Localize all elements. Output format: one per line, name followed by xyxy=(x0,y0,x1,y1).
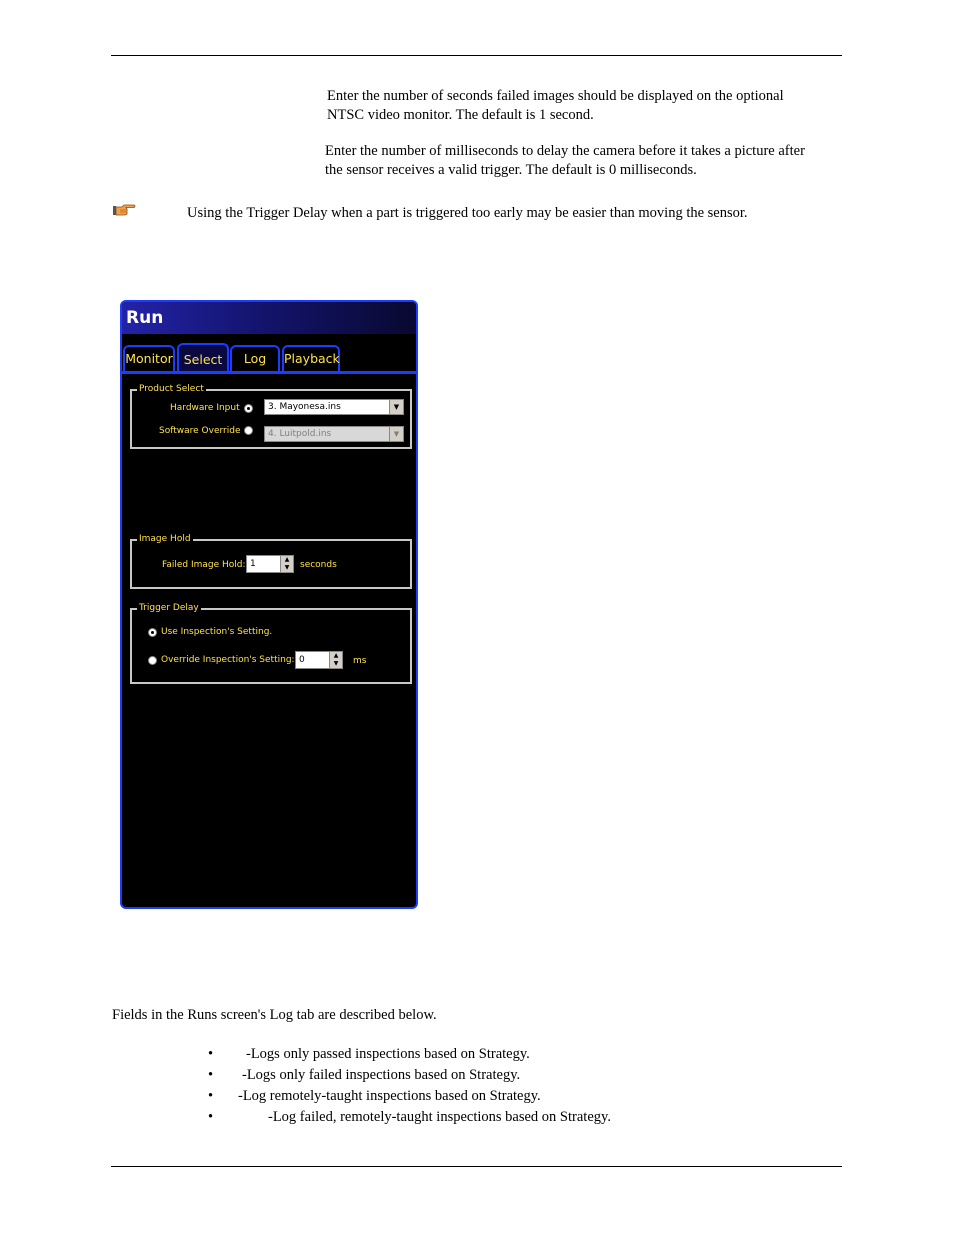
bullet-text: -Logs only failed inspections based on Strategy. xyxy=(242,1067,521,1083)
trigger-delay-description-line1: Enter the number of milliseconds to delay the camera before it takes a picture after xyxy=(325,143,805,159)
trigger-delay-description-line2: the sensor receives a valid trigger. The default is 0 milliseconds. xyxy=(325,162,697,178)
override-inspection-setting-label: Override Inspection's Setting: xyxy=(161,655,295,665)
chevron-down-icon[interactable]: ▼ xyxy=(389,400,403,414)
pointing-hand-icon xyxy=(112,202,136,218)
image-hold-label: Image Hold xyxy=(139,534,191,544)
hardware-input-radio[interactable] xyxy=(244,404,253,413)
list-item xyxy=(208,1045,530,1064)
run-panel xyxy=(120,300,418,909)
tab-playback[interactable]: Playback xyxy=(282,345,340,371)
hardware-input-label: Hardware Input xyxy=(170,403,240,413)
panel-title-bar xyxy=(122,302,416,334)
failed-image-hold-unit: seconds xyxy=(300,560,337,570)
bullet-text: -Logs only passed inspections based on Strategy. xyxy=(246,1046,530,1062)
panel-tabs xyxy=(122,345,416,373)
product-select-group xyxy=(130,384,412,449)
hardware-input-select[interactable] xyxy=(264,399,404,415)
failed-image-hold-value: 1 xyxy=(250,559,256,569)
tab-log[interactable]: Log xyxy=(230,345,280,371)
bullet-char: • xyxy=(208,1088,214,1104)
software-override-radio[interactable] xyxy=(244,426,253,435)
failed-image-hold-spinner[interactable] xyxy=(246,555,294,573)
image-hold-description-line2: NTSC video monitor. The default is 1 second. xyxy=(327,107,594,123)
image-hold-description-line1: Enter the number of seconds failed images should be displayed on the optional xyxy=(327,88,784,104)
use-inspection-setting-radio[interactable] xyxy=(148,628,157,637)
tab-select[interactable]: Select xyxy=(177,343,229,373)
list-item xyxy=(208,1108,611,1127)
chevron-down-icon[interactable]: ▼ xyxy=(389,427,403,441)
panel-title: Run xyxy=(126,308,164,328)
failed-image-hold-label: Failed Image Hold: xyxy=(162,560,246,570)
tab-underline xyxy=(122,371,416,374)
software-override-value: 4. Luitpold.ins xyxy=(268,429,332,439)
tab-monitor[interactable]: Monitor xyxy=(123,345,175,371)
bullet-char: • xyxy=(208,1067,214,1083)
bullet-text: -Log remotely-taught inspections based on Strategy. xyxy=(238,1088,541,1104)
trigger-delay-group xyxy=(130,603,412,684)
product-select-label: Product Select xyxy=(139,384,204,394)
spin-up-icon[interactable]: ▲ xyxy=(333,652,339,659)
bullet-char: • xyxy=(208,1109,214,1125)
software-override-select[interactable] xyxy=(264,426,404,442)
hardware-input-value: 3. Mayonesa.ins xyxy=(268,402,341,412)
trigger-delay-value: 0 xyxy=(299,655,305,665)
spin-down-icon[interactable]: ▼ xyxy=(284,564,290,571)
note-text: Using the Trigger Delay when a part is triggered too early may be easier than moving the sensor. xyxy=(187,205,748,221)
image-hold-group xyxy=(130,534,412,589)
use-inspection-setting-label: Use Inspection's Setting. xyxy=(161,627,273,637)
log-intro: Fields in the Runs screen's Log tab are described below. xyxy=(112,1007,437,1023)
bottom-rule xyxy=(111,1166,842,1167)
spin-up-icon[interactable]: ▲ xyxy=(284,556,290,563)
override-inspection-setting-radio[interactable] xyxy=(148,656,157,665)
spin-down-icon[interactable]: ▼ xyxy=(333,660,339,667)
bullet-text: -Log failed, remotely-taught inspections based on Strategy. xyxy=(268,1109,611,1125)
trigger-delay-unit: ms xyxy=(353,656,367,666)
bullet-char: • xyxy=(208,1046,214,1062)
trigger-delay-spinner[interactable] xyxy=(295,651,343,669)
list-item xyxy=(208,1066,520,1085)
software-override-label: Software Override xyxy=(159,426,241,436)
top-rule xyxy=(111,55,842,56)
list-item xyxy=(208,1087,541,1106)
trigger-delay-label: Trigger Delay xyxy=(139,603,199,613)
